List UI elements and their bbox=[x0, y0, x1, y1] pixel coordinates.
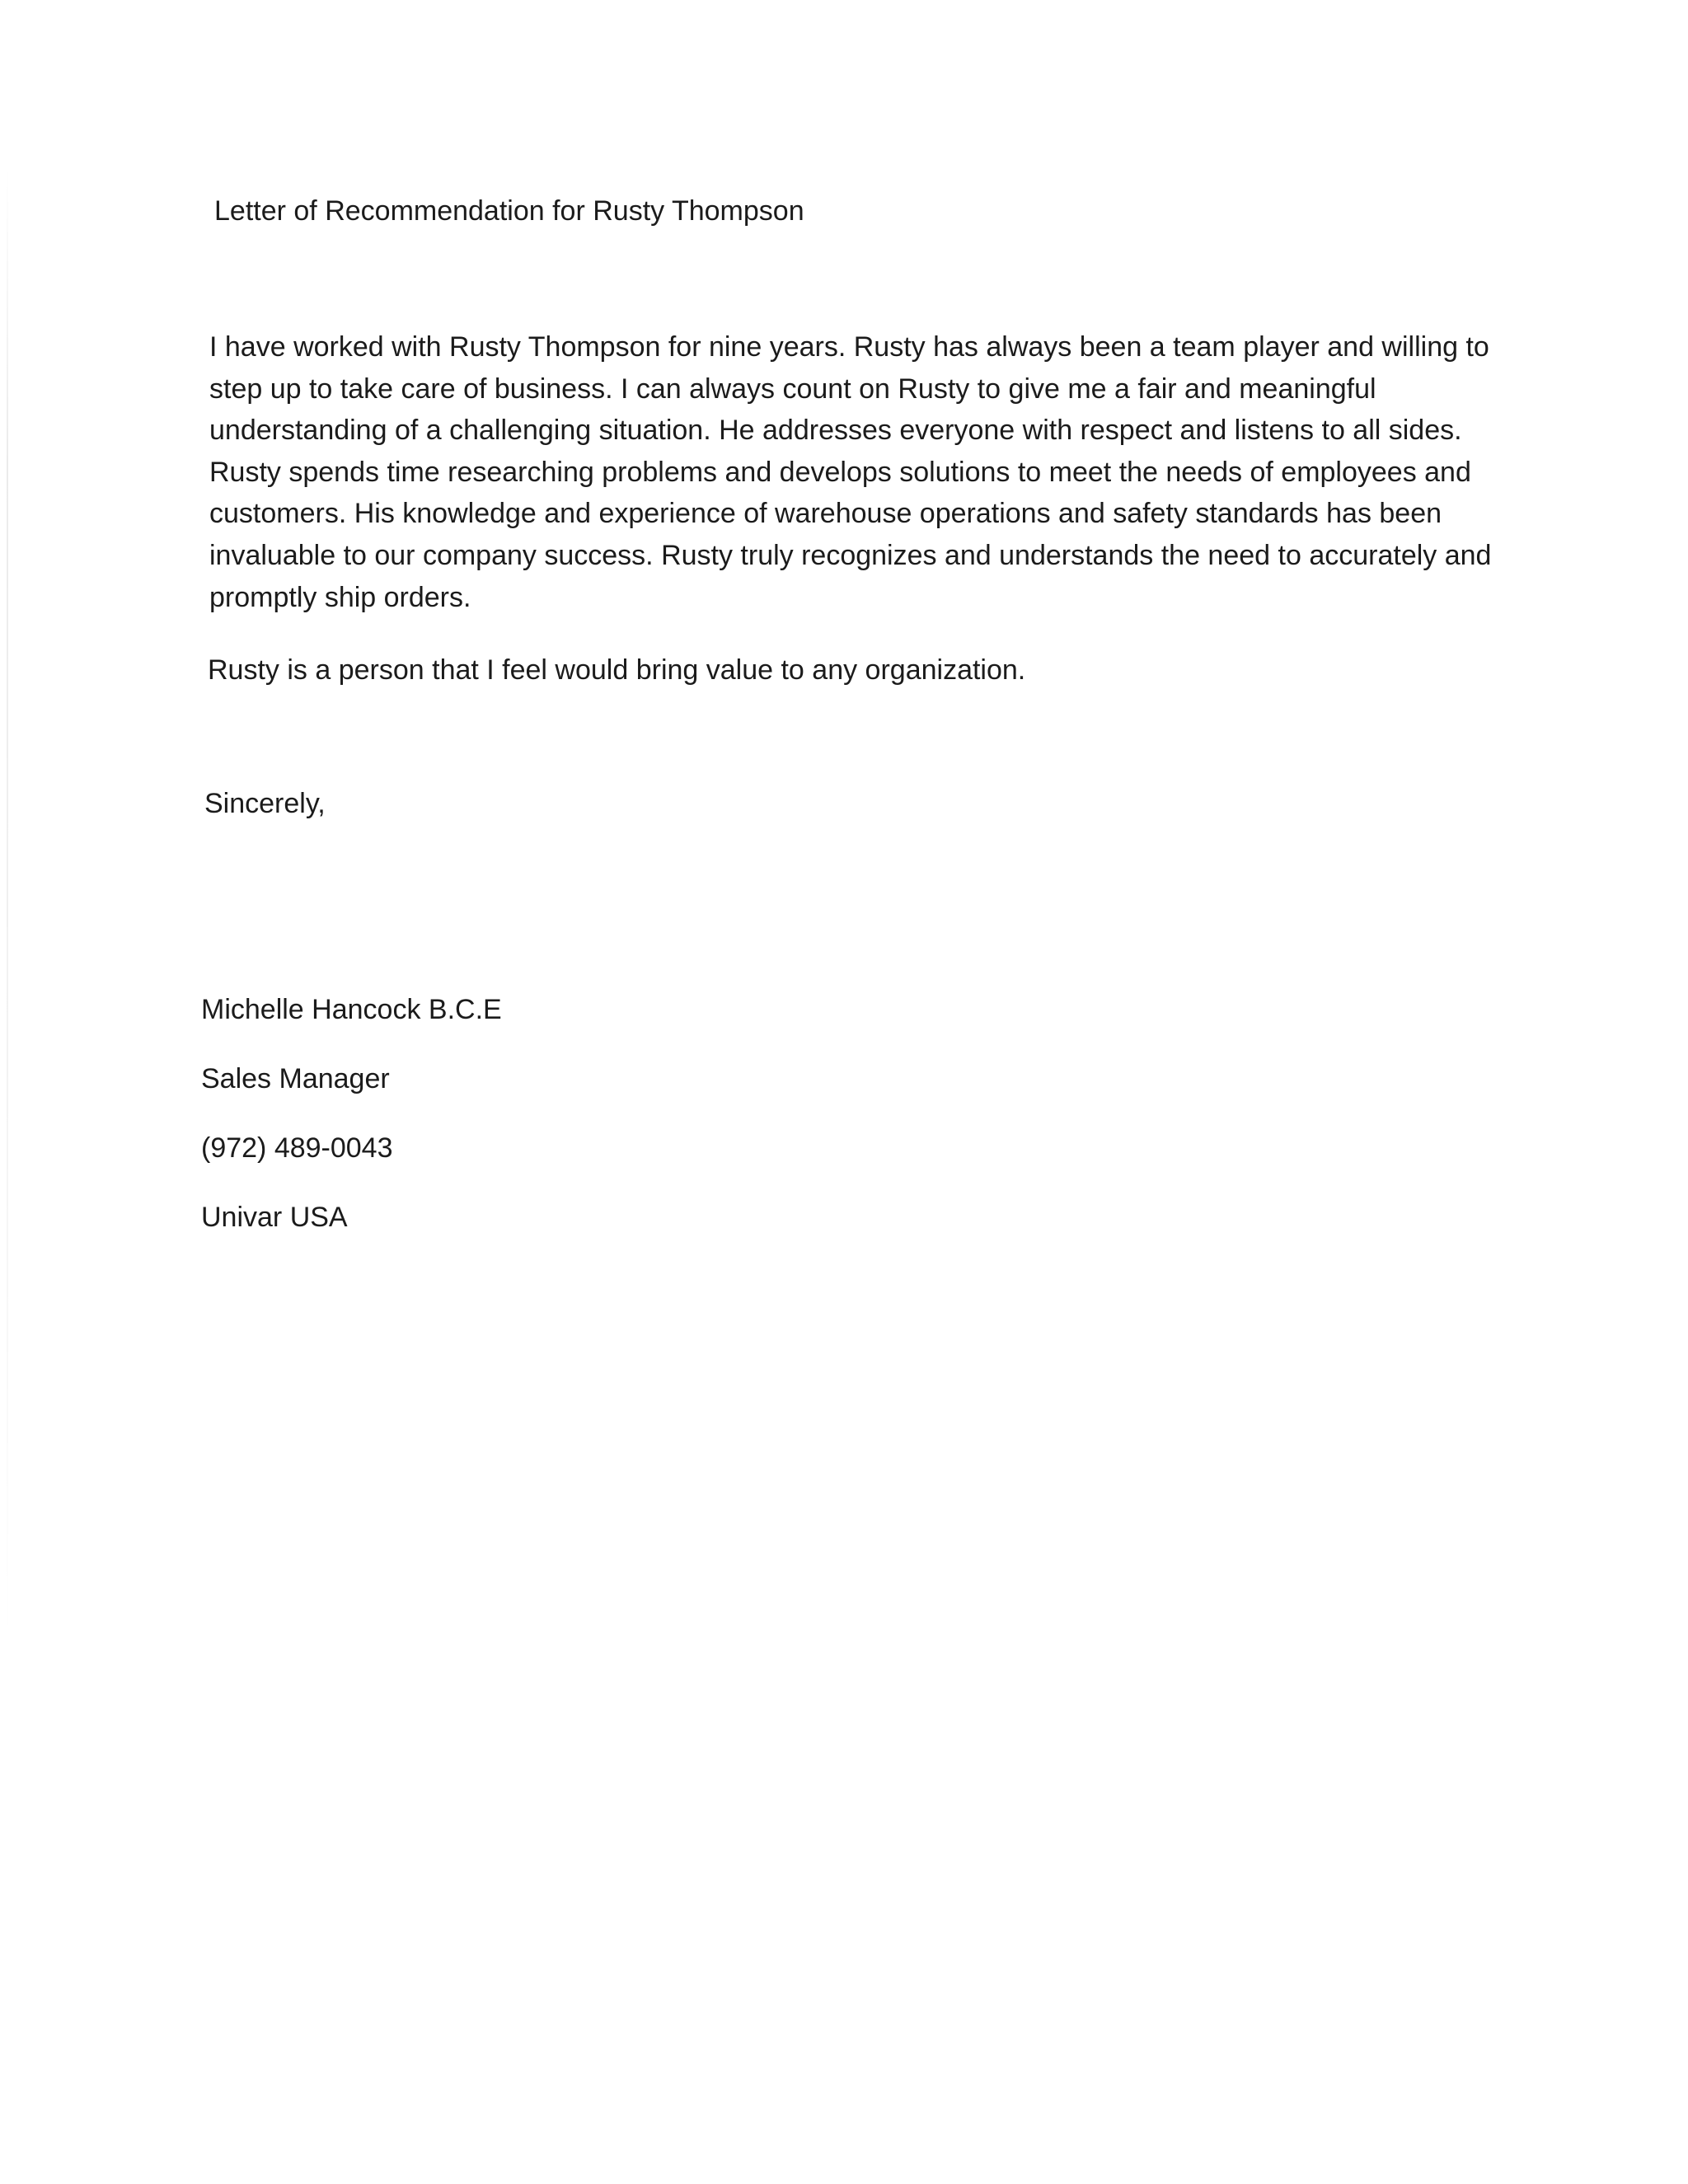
salutation: Sincerely, bbox=[204, 788, 326, 819]
scan-edge-shadow bbox=[7, 165, 8, 1648]
body-line: I have worked with Rusty Thompson for nine years. Rusty has always been a team player and willing to bbox=[209, 331, 1489, 363]
body-paragraph bbox=[209, 326, 1512, 618]
signature-title: Sales Manager bbox=[201, 1063, 390, 1094]
body-line: promptly ship orders. bbox=[209, 581, 471, 613]
body-line: invaluable to our company success. Rusty truly recognizes and understands the need to accurately and bbox=[209, 539, 1492, 571]
body-line: Rusty spends time researching problems and develops solutions to meet the needs of employees and bbox=[209, 456, 1471, 488]
letter-title: Letter of Recommendation for Rusty Thompson bbox=[214, 195, 804, 227]
signature-phone: (972) 489-0043 bbox=[201, 1132, 393, 1164]
signature-company: Univar USA bbox=[201, 1202, 348, 1233]
body-line: customers. His knowledge and experience of warehouse operations and safety standards has been bbox=[209, 498, 1442, 530]
body-line: understanding of a challenging situation. He addresses everyone with respect and listens to all sides. bbox=[209, 415, 1462, 447]
signature-name: Michelle Hancock B.C.E bbox=[201, 994, 502, 1025]
body-line: step up to take care of business. I can always count on Rusty to give me a fair and meaningful bbox=[209, 373, 1376, 405]
closing-paragraph: Rusty is a person that I feel would bring value to any organization. bbox=[208, 654, 1026, 686]
